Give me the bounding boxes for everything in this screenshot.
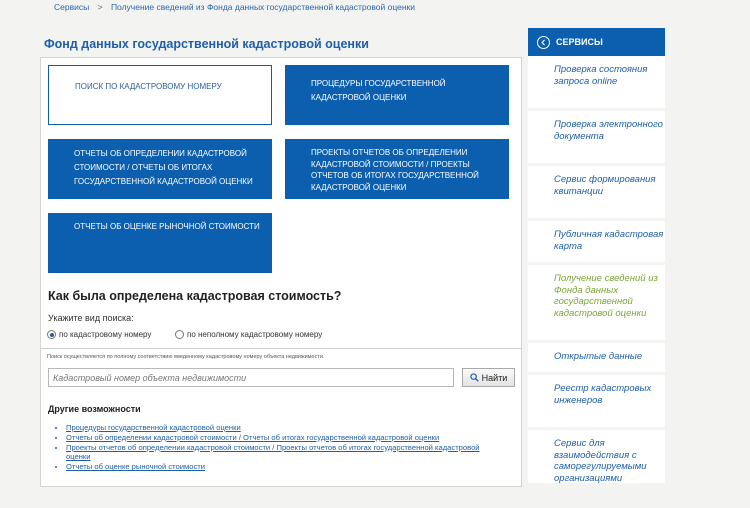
find-button-label: Найти (481, 372, 508, 383)
sidebar-item-request-status[interactable]: Проверка состояния запроса online (528, 56, 665, 111)
tile-draft-reports[interactable]: ПРОЕКТЫ ОТЧЕТОВ ОБ ОПРЕДЕЛЕНИИ КАДАСТРОВОЙ СТОИМОСТИ / ПРОЕКТЫ ОТЧЕТОВ ОБ ИТОГАХ ГОСУДАРСТВЕННОЙ КАДАСТРОВОЙ ОЦЕНКИ (285, 139, 509, 199)
services-sidebar (528, 28, 665, 486)
breadcrumb-root-link[interactable]: Сервисы (54, 2, 90, 12)
list-item (66, 443, 496, 463)
page-title: Фонд данных государственной кадастровой оценки (44, 37, 369, 51)
link-draft-reports[interactable]: Проекты отчетов об определении кадастровой стоимости / Проекты отчетов об итогах государственной кадастровой оценки (66, 442, 480, 462)
other-options-heading: Другие возможности (48, 404, 141, 414)
list-item (66, 462, 496, 472)
other-options-list (66, 423, 496, 472)
radio-button-checked[interactable] (47, 330, 56, 339)
breadcrumb-current[interactable]: Получение сведений из Фонда данных государственной кадастровой оценки (110, 2, 416, 12)
breadcrumb (54, 2, 415, 12)
link-market-value-reports[interactable]: Отчеты об оценке рыночной стоимости (66, 462, 205, 472)
search-question-heading: Как была определена кадастровая стоимость? (48, 289, 342, 303)
sidebar-item-open-data[interactable]: Открытые данные (528, 343, 665, 375)
main-panel (40, 57, 522, 487)
search-hint: Поиск осуществляется по полному соответствию введенному кадастровому номеру объекта недвижимости. (41, 348, 521, 360)
find-button[interactable] (462, 368, 515, 387)
tile-search-by-cadastral-number[interactable]: ПОИСК ПО КАДАСТРОВОМУ НОМЕРУ (48, 65, 272, 125)
radio-option-full-number[interactable] (47, 330, 151, 339)
back-arrow-icon[interactable] (537, 36, 550, 49)
tile-procedures[interactable]: ПРОЦЕДУРЫ ГОСУДАРСТВЕННОЙ КАДАСТРОВОЙ ОЦЕНКИ (285, 65, 509, 125)
sidebar-item-valuation-fund[interactable]: Получение сведений из Фонда данных государственной кадастровой оценки (528, 265, 665, 343)
sidebar-item-sro-service[interactable]: Сервис для взаимодействия с саморегулируемыми организациями (528, 430, 665, 486)
search-icon (470, 373, 479, 382)
breadcrumb-separator: > (97, 2, 103, 12)
radio-option-partial-number[interactable] (175, 330, 322, 339)
tile-market-value-reports[interactable]: ОТЧЕТЫ ОБ ОЦЕНКЕ РЫНОЧНОЙ СТОИМОСТИ (48, 213, 272, 273)
cadastral-number-input[interactable] (48, 368, 454, 387)
link-cadastral-value-reports[interactable]: Отчеты об определении кадастровой стоимости / Отчеты об итогах государственной кадастровой оценки (66, 432, 440, 442)
sidebar-item-receipt-service[interactable]: Сервис формирования квитанции (528, 166, 665, 221)
radio-label-partial-number: по неполному кадастровому номеру (187, 330, 323, 339)
sidebar-title: СЕРВИСЫ (556, 37, 603, 47)
link-procedures[interactable]: Процедуры государственной кадастровой оценки (66, 423, 241, 432)
search-type-label: Укажите вид поиска: (48, 313, 134, 323)
sidebar-item-engineers-registry[interactable]: Реестр кадастровых инженеров (528, 375, 665, 430)
sidebar-item-document-check[interactable]: Проверка электронного документа (528, 111, 665, 166)
tile-cadastral-value-reports[interactable]: ОТЧЕТЫ ОБ ОПРЕДЕЛЕНИИ КАДАСТРОВОЙ СТОИМОСТИ / ОТЧЕТЫ ОБ ИТОГАХ ГОСУДАРСТВЕННОЙ КАДАСТРОВОЙ ОЦЕНКИ (48, 139, 272, 199)
list-item (66, 423, 496, 433)
sidebar-item-public-map[interactable]: Публичная кадастровая карта (528, 221, 665, 265)
sidebar-header[interactable] (528, 28, 665, 56)
list-item (66, 433, 496, 443)
radio-label-full-number: по кадастровому номеру (59, 330, 152, 339)
radio-button-unchecked[interactable] (175, 330, 184, 339)
